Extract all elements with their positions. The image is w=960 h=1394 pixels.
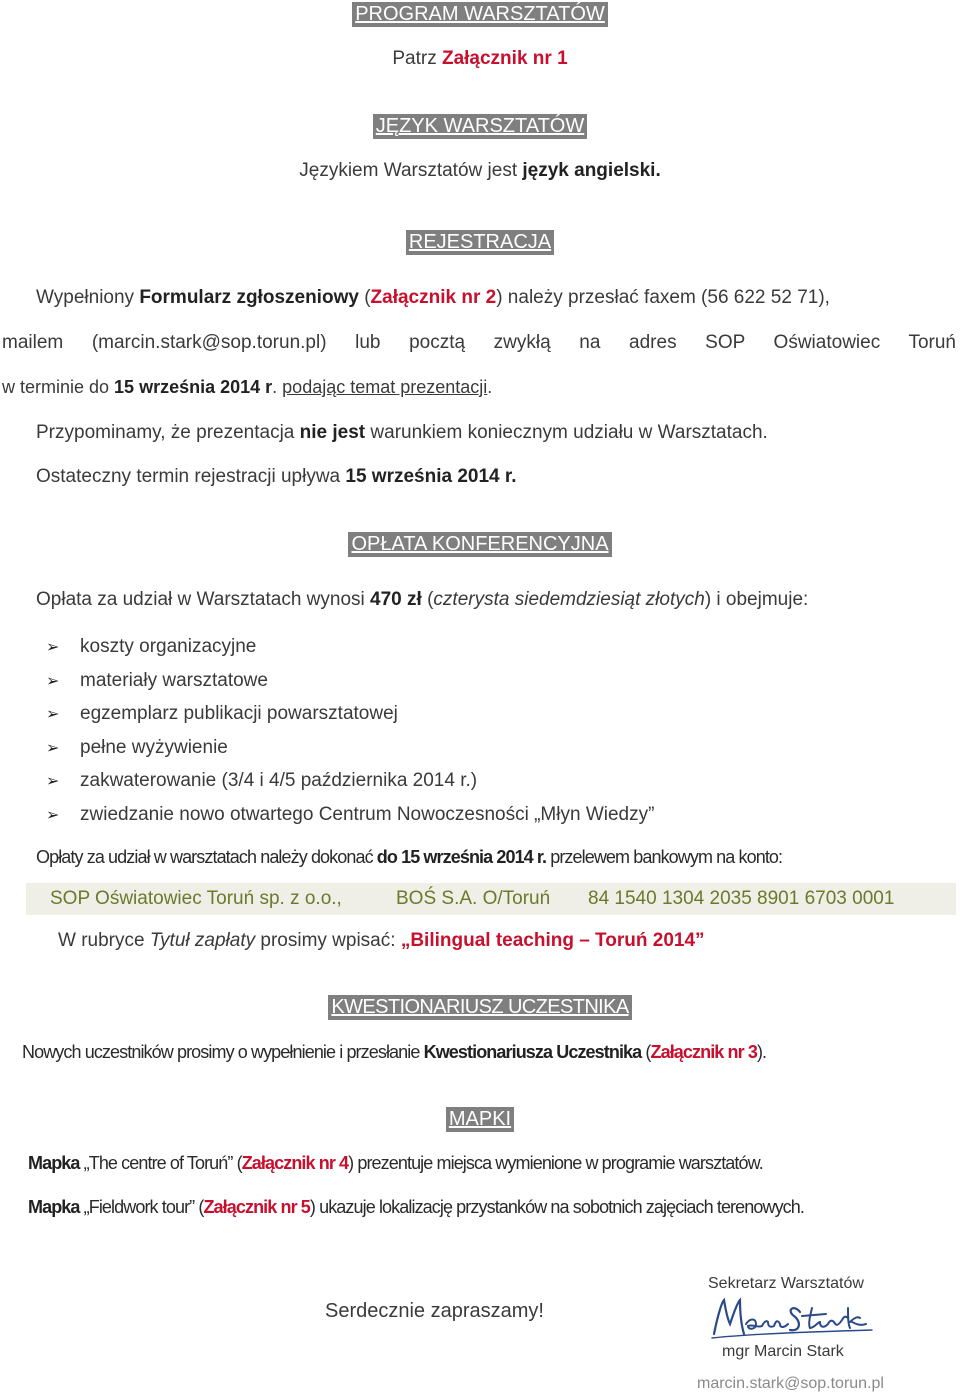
maps-header: MAPKI xyxy=(446,1107,514,1132)
attachment-1-link[interactable]: Załącznik nr 1 xyxy=(441,48,568,69)
program-header: PROGRAM WARSZTATÓW xyxy=(352,2,608,27)
handwritten-signature xyxy=(708,1294,878,1342)
list-item: ➢ zakwaterowanie (3/4 i 4/5 października 2014 r.) xyxy=(46,770,478,791)
section-questionnaire xyxy=(0,995,960,1020)
list-item: ➢ zwiedzanie nowo otwartego Centrum Nowoczesności „Młyn Wiedzy” xyxy=(46,804,655,825)
questionnaire-text: Nowych uczestników prosimy o wypełnienie i przesłanie Kwestionariusza Uczestnika (Załącznik nr 3). xyxy=(22,1042,767,1062)
section-registration xyxy=(0,230,960,255)
arrow-bullet-icon: ➢ xyxy=(46,807,60,824)
fee-header: OPŁATA KONFERENCYJNA xyxy=(348,532,611,557)
bank-name: SOP Oświatowiec Toruń sp. z o.o., xyxy=(50,888,342,909)
signatory-name: mgr Marcin Stark xyxy=(722,1343,844,1360)
arrow-bullet-icon: ➢ xyxy=(46,706,60,723)
section-language xyxy=(0,114,960,139)
list-item: ➢ pełne wyżywienie xyxy=(46,737,228,758)
list-item: ➢ koszty organizacyjne xyxy=(46,636,257,657)
map-1-text: Mapka „The centre of Toruń” (Załącznik nr 4) prezentuje miejsca wymienione w programie warsztatów. xyxy=(28,1153,763,1173)
signatory-email[interactable]: marcin.stark@sop.torun.pl xyxy=(697,1375,884,1392)
map-2-text: Mapka „Fieldwork tour” (Załącznik nr 5) ukazuje lokalizację przystanków na sobotnich zajęciach terenowych. xyxy=(28,1197,804,1217)
section-program xyxy=(0,2,960,27)
closing-invite: Serdecznie zapraszamy! xyxy=(325,1300,544,1322)
arrow-bullet-icon: ➢ xyxy=(46,740,60,757)
fee-intro: Opłata za udział w Warsztatach wynosi 470 zł (czterysta siedemdziesiąt złotych) i obejmuje: xyxy=(36,589,809,610)
bank-account-number: 84 1540 1304 2035 8901 6703 0001 xyxy=(588,888,895,909)
section-fee xyxy=(0,532,960,557)
payment-title-note: W rubryce Tytuł zapłaty prosimy wpisać: „Bilingual teaching – Toruń 2014” xyxy=(58,930,705,951)
section-maps xyxy=(0,1107,960,1132)
questionnaire-header: KWESTIONARIUSZ UCZESTNIKA xyxy=(328,995,631,1020)
list-item: ➢ egzemplarz publikacji powarsztatowej xyxy=(46,703,398,724)
registration-header: REJESTRACJA xyxy=(406,230,554,255)
registration-deadline: Ostateczny termin rejestracji upływa 15 września 2014 r. xyxy=(36,466,517,487)
payment-instructions: Opłaty za udział w warsztatach należy dokonać do 15 września 2014 r. przelewem bankowym na konto: xyxy=(36,847,783,867)
arrow-bullet-icon: ➢ xyxy=(46,773,60,790)
bank-account-box xyxy=(26,883,956,915)
arrow-bullet-icon: ➢ xyxy=(46,639,60,656)
registration-reminder: Przypominamy, że prezentacja nie jest warunkiem koniecznym udziału w Warsztatach. xyxy=(36,422,768,443)
signatory-role: Sekretarz Warsztatów xyxy=(708,1275,864,1292)
arrow-bullet-icon: ➢ xyxy=(46,673,60,690)
registration-line-1: Wypełniony Formularz zgłoszeniowy (Załącznik nr 2) należy przesłać faxem (56 622 52 71), xyxy=(36,287,830,308)
bank-branch: BOŚ S.A. O/Toruń xyxy=(396,888,551,909)
signature-image xyxy=(708,1294,878,1342)
attachment-4-link[interactable]: Załącznik nr 4 xyxy=(241,1153,349,1173)
attachment-3-link[interactable]: Załącznik nr 3 xyxy=(650,1042,757,1062)
registration-line-2: mailem (marcin.stark@sop.torun.pl) lub pocztą zwykłą na adres SOP Oświatowiec Toruń xyxy=(2,332,956,353)
attachment-2-link[interactable]: Załącznik nr 2 xyxy=(370,287,497,308)
language-header: JĘZYK WARSZTATÓW xyxy=(373,114,588,139)
attachment-5-link[interactable]: Załącznik nr 5 xyxy=(203,1197,310,1217)
list-item: ➢ materiały warsztatowe xyxy=(46,670,268,691)
program-text: Patrz Załącznik nr 1 xyxy=(392,48,568,69)
presentation-topic-link[interactable]: podając temat prezentacji xyxy=(282,377,488,397)
registration-line-3: w terminie do 15 września 2014 r. podając temat prezentacji. xyxy=(2,377,493,397)
language-text: Językiem Warsztatów jest język angielski. xyxy=(299,160,661,181)
